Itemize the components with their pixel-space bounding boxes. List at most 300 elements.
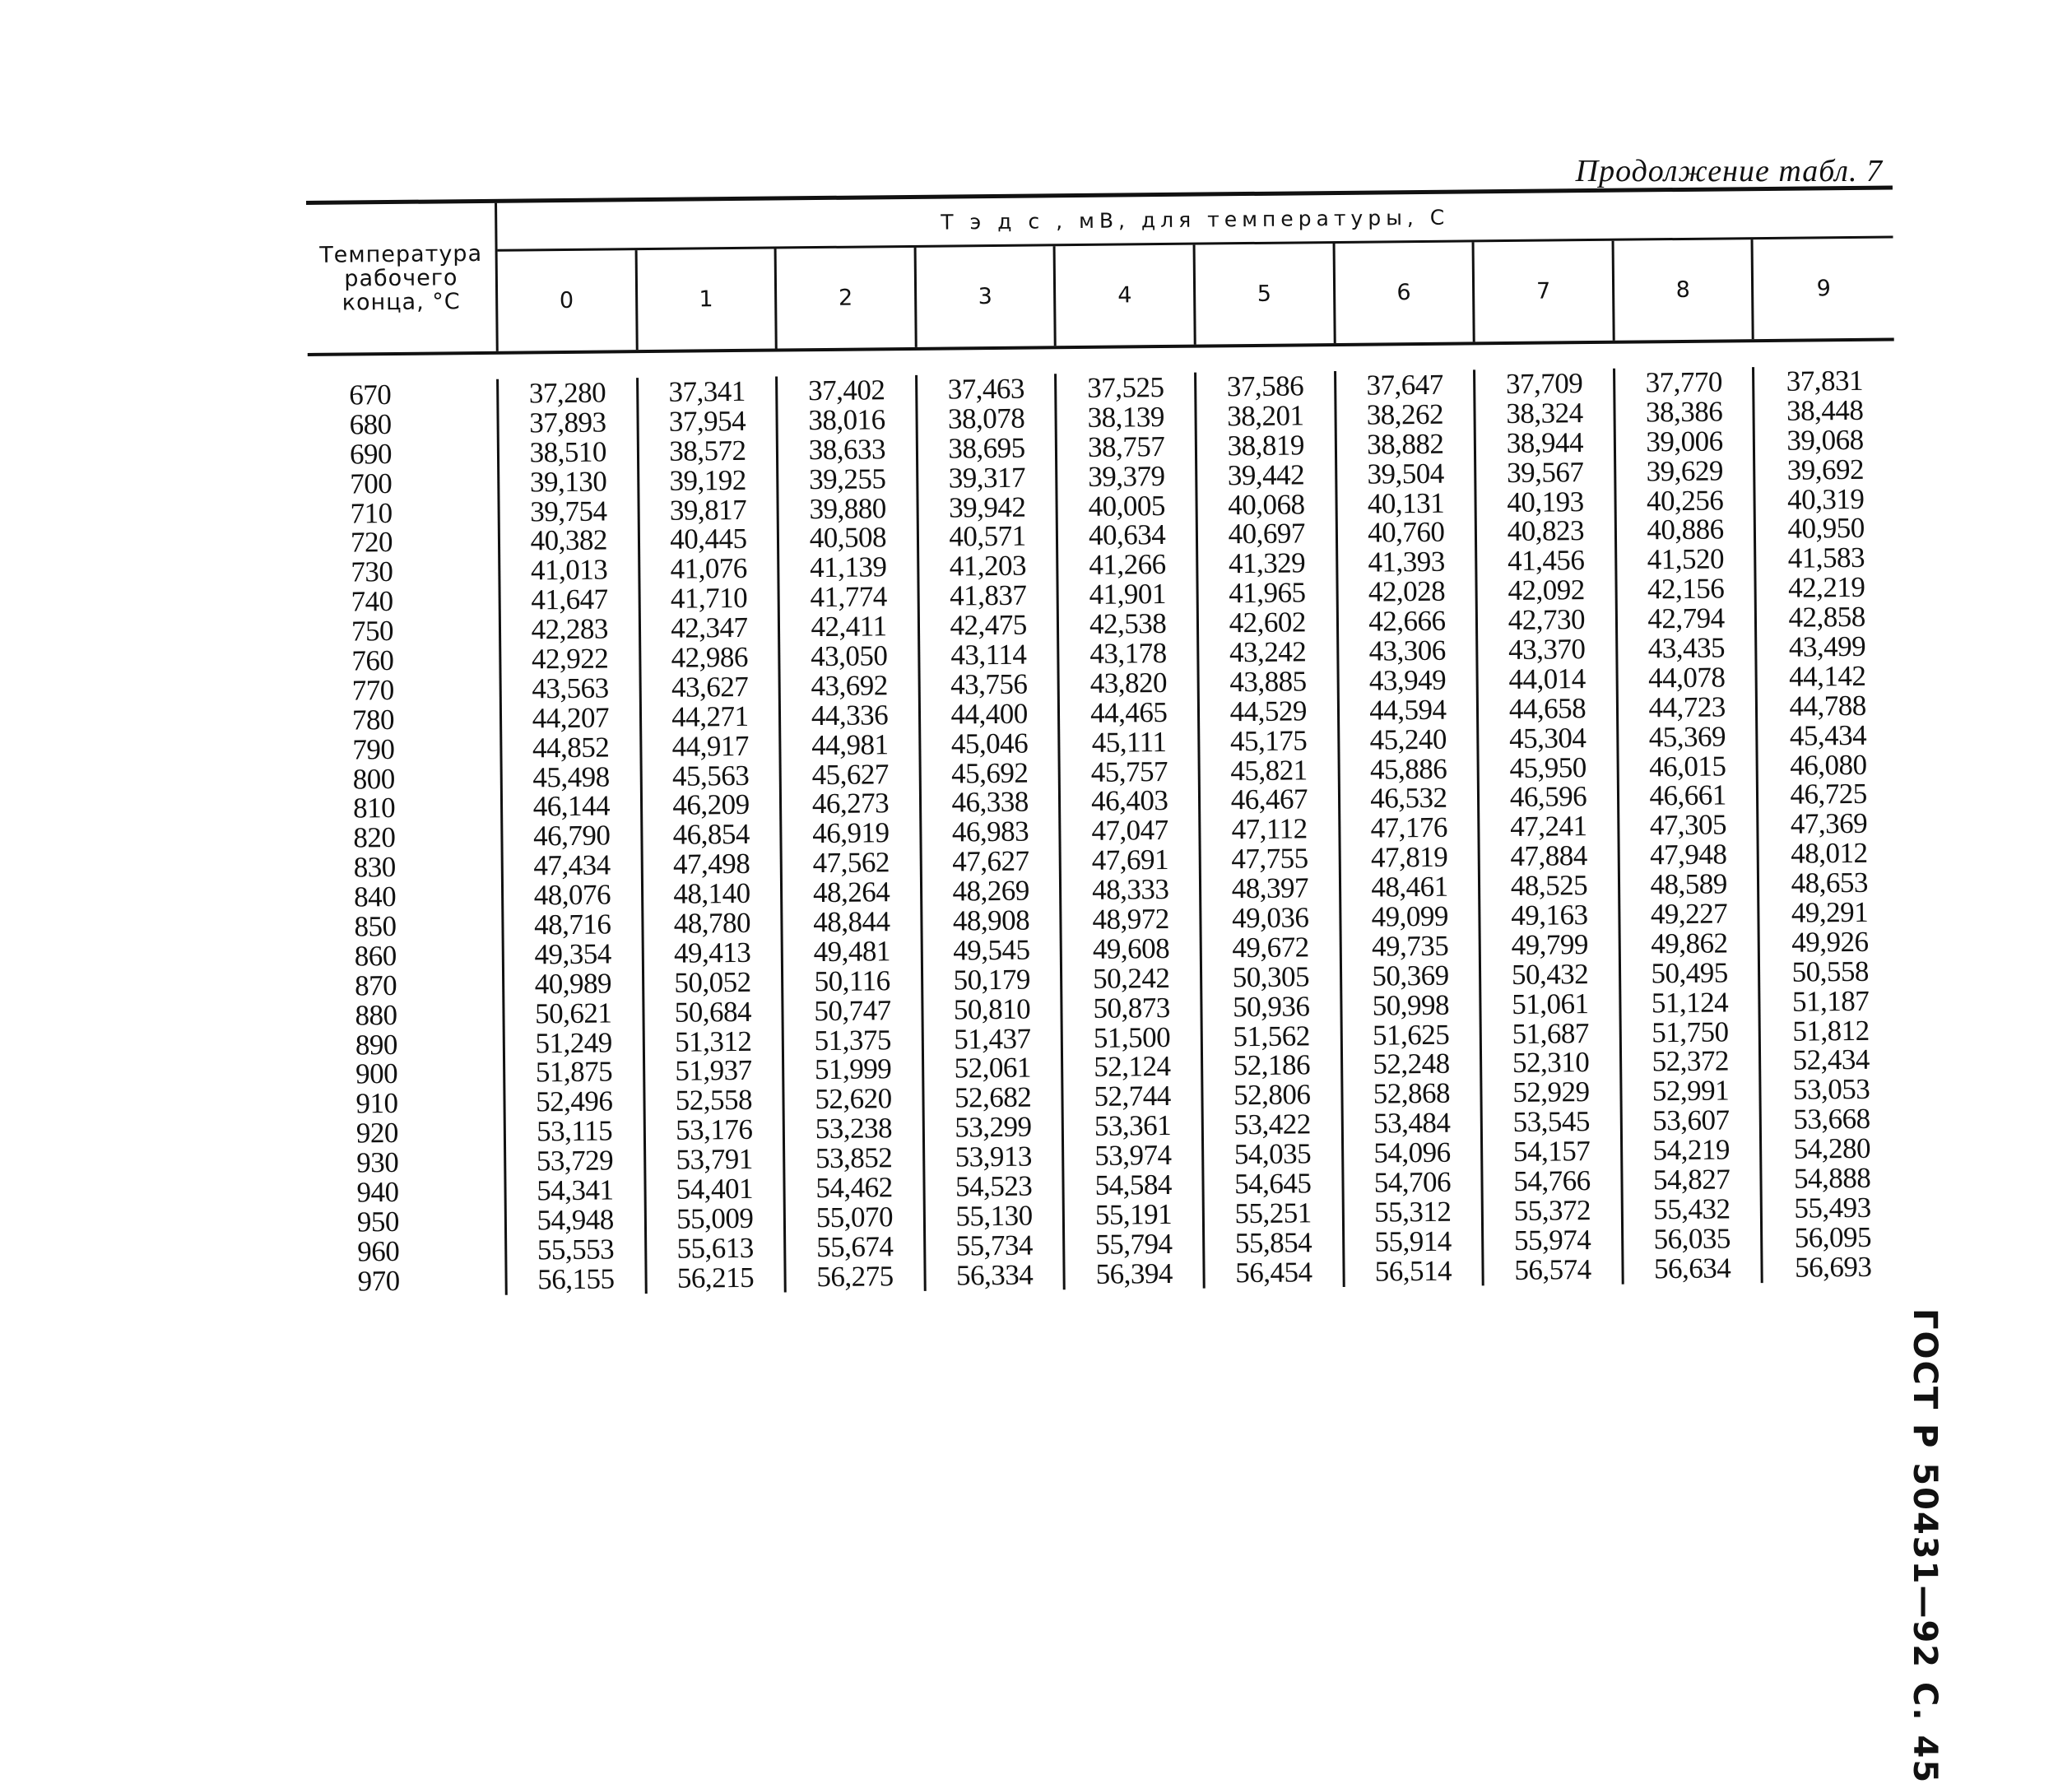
emf-value-cell: 40,445 xyxy=(670,523,747,556)
emf-value-cell: 38,695 xyxy=(948,431,1025,465)
emf-value-cell: 44,723 xyxy=(1648,690,1726,724)
emf-value-cell: 41,013 xyxy=(530,553,608,587)
digit-header-2: 2 xyxy=(777,248,918,349)
emf-value-cell: 50,305 xyxy=(1232,960,1310,994)
emf-value-cell: 52,496 xyxy=(536,1085,613,1118)
emf-value-cell: 44,852 xyxy=(532,731,610,764)
emf-value-cell: 52,744 xyxy=(1094,1080,1171,1113)
emf-value-cell: 50,369 xyxy=(1372,959,1449,992)
emf-value-cell: 52,372 xyxy=(1652,1044,1730,1078)
emf-column-3 xyxy=(918,374,1066,1290)
standard-page-label: ГОСТ Р 50431—92 С. 45 xyxy=(1906,1308,1944,1784)
emf-value-cell: 45,240 xyxy=(1369,722,1447,756)
emf-value-cell: 56,693 xyxy=(1794,1250,1872,1284)
emf-value-cell: 38,882 xyxy=(1366,427,1444,461)
emf-value-cell: 49,862 xyxy=(1651,927,1728,960)
emf-value-cell: 44,788 xyxy=(1789,689,1866,722)
digit-header-0: 0 xyxy=(498,250,639,351)
emf-value-cell: 41,965 xyxy=(1229,576,1306,610)
emf-value-cell: 55,312 xyxy=(1373,1195,1452,1229)
emf-value-cell: 39,006 xyxy=(1646,425,1723,458)
emf-value-cell: 47,819 xyxy=(1370,840,1448,874)
emf-value-cell: 53,361 xyxy=(1094,1109,1172,1143)
emf-value-cell: 48,269 xyxy=(952,874,1029,908)
emf-value-cell: 50,747 xyxy=(814,993,891,1027)
emf-value-cell: 46,532 xyxy=(1370,782,1447,815)
emf-value-cell: 42,028 xyxy=(1368,574,1446,608)
emf-value-cell: 43,949 xyxy=(1368,663,1447,697)
digit-header-8: 8 xyxy=(1614,239,1754,341)
emf-value-cell: 40,886 xyxy=(1647,513,1724,546)
emf-value-cell: 45,046 xyxy=(950,727,1029,760)
emf-value-cell: 44,336 xyxy=(811,699,889,732)
emf-value-cell: 37,647 xyxy=(1366,368,1443,402)
emf-value-cell: 55,914 xyxy=(1374,1224,1452,1258)
emf-value-cell: 42,156 xyxy=(1647,572,1725,606)
temperature-cell: 880 xyxy=(355,998,397,1032)
emf-value-cell: 37,709 xyxy=(1505,367,1583,401)
emf-values-grid xyxy=(499,365,1903,1294)
temperature-cell: 800 xyxy=(352,762,395,796)
emf-value-cell: 51,750 xyxy=(1652,1015,1729,1048)
emf-value-cell: 52,558 xyxy=(675,1084,753,1117)
emf-value-cell: 41,139 xyxy=(809,551,887,584)
emf-value-cell: 39,692 xyxy=(1786,453,1865,486)
emf-value-cell: 37,280 xyxy=(528,376,606,410)
emf-value-cell: 41,520 xyxy=(1647,542,1725,576)
emf-value-cell: 40,697 xyxy=(1228,517,1306,551)
emf-column-5 xyxy=(1196,371,1345,1288)
emf-value-cell: 52,868 xyxy=(1373,1077,1451,1110)
emf-value-cell: 50,242 xyxy=(1092,961,1170,995)
emf-value-cell: 39,068 xyxy=(1786,423,1864,457)
emf-value-cell: 44,529 xyxy=(1229,695,1308,728)
emf-column-8 xyxy=(1615,367,1763,1284)
temperature-cell: 950 xyxy=(356,1205,400,1238)
emf-value-cell: 54,341 xyxy=(537,1173,614,1207)
emf-value-cell: 42,602 xyxy=(1229,606,1307,639)
emf-value-cell: 48,264 xyxy=(812,876,890,909)
emf-value-cell: 48,589 xyxy=(1650,867,1727,901)
emf-header-group xyxy=(497,189,1894,351)
emf-value-cell: 56,035 xyxy=(1653,1222,1731,1256)
table-header xyxy=(306,189,1894,355)
emf-value-cell: 42,475 xyxy=(950,608,1027,642)
temperature-cell: 840 xyxy=(353,880,397,913)
emf-value-cell: 54,584 xyxy=(1094,1168,1173,1201)
temperature-cell: 850 xyxy=(354,910,397,943)
emf-value-cell: 37,586 xyxy=(1226,369,1304,403)
emf-value-cell: 40,760 xyxy=(1368,516,1445,550)
emf-value-cell: 54,219 xyxy=(1652,1133,1731,1167)
emf-value-cell: 49,481 xyxy=(813,935,891,969)
emf-value-cell: 53,852 xyxy=(815,1141,893,1175)
emf-value-cell: 55,974 xyxy=(1513,1223,1591,1257)
emf-value-cell: 48,844 xyxy=(813,905,890,939)
emf-value-cell: 47,498 xyxy=(672,848,750,881)
emf-value-cell: 45,692 xyxy=(950,756,1029,790)
emf-value-cell: 55,251 xyxy=(1234,1196,1312,1230)
temperature-cell: 750 xyxy=(351,615,394,648)
emf-value-cell: 42,347 xyxy=(671,611,748,644)
emf-value-cell: 52,682 xyxy=(954,1080,1032,1114)
emf-value-cell: 50,810 xyxy=(953,992,1031,1026)
temperature-cell: 810 xyxy=(352,792,396,825)
emf-value-cell: 38,633 xyxy=(808,433,886,466)
emf-value-cell: 54,888 xyxy=(1793,1161,1871,1195)
emf-column-2 xyxy=(778,375,926,1292)
emf-value-cell: 45,369 xyxy=(1648,720,1726,754)
emf-value-cell: 42,986 xyxy=(671,640,749,674)
emf-value-cell: 55,734 xyxy=(955,1229,1034,1262)
emf-value-cell: 50,179 xyxy=(953,963,1031,997)
emf-value-cell: 42,219 xyxy=(1787,571,1865,604)
emf-value-cell: 51,500 xyxy=(1093,1020,1171,1054)
emf-value-cell: 45,821 xyxy=(1230,753,1308,787)
emf-value-cell: 43,306 xyxy=(1368,634,1447,667)
emf-value-cell: 47,691 xyxy=(1091,843,1169,877)
emf-value-cell: 40,634 xyxy=(1088,518,1166,552)
emf-value-cell: 52,929 xyxy=(1512,1076,1590,1109)
emf-value-cell: 46,983 xyxy=(951,815,1029,848)
emf-value-cell: 43,242 xyxy=(1229,635,1307,669)
emf-value-cell: 53,545 xyxy=(1512,1105,1591,1139)
temperature-cell: 910 xyxy=(355,1087,398,1120)
emf-value-cell: 43,178 xyxy=(1089,637,1167,670)
emf-value-cell: 39,317 xyxy=(948,461,1026,495)
emf-value-cell: 55,130 xyxy=(955,1199,1033,1233)
emf-value-cell: 49,354 xyxy=(534,937,611,971)
emf-value-cell: 52,310 xyxy=(1512,1046,1590,1080)
temperature-cell: 900 xyxy=(355,1057,398,1090)
emf-value-cell: 47,434 xyxy=(533,848,611,882)
emf-value-cell: 47,627 xyxy=(952,844,1029,878)
emf-value-cell: 51,625 xyxy=(1372,1018,1450,1052)
emf-value-cell: 50,495 xyxy=(1651,956,1728,990)
emf-value-cell: 45,111 xyxy=(1091,725,1167,759)
emf-value-cell: 51,937 xyxy=(675,1054,752,1088)
emf-value-cell: 48,397 xyxy=(1231,871,1309,905)
emf-value-cell: 37,525 xyxy=(1087,371,1164,404)
emf-value-cell: 48,012 xyxy=(1791,837,1868,870)
emf-value-cell: 48,972 xyxy=(1092,903,1169,936)
emf-value-cell: 42,858 xyxy=(1788,600,1865,634)
emf-value-cell: 44,917 xyxy=(671,729,750,763)
emf-value-cell: 51,812 xyxy=(1792,1014,1870,1048)
emf-value-cell: 46,661 xyxy=(1649,778,1726,812)
emf-value-cell: 55,493 xyxy=(1794,1191,1871,1224)
temperature-cell: 700 xyxy=(350,467,393,500)
emf-value-cell: 38,510 xyxy=(529,435,607,469)
emf-value-cell: 50,621 xyxy=(534,997,612,1030)
emf-value-cell: 48,140 xyxy=(673,877,750,910)
emf-value-cell: 41,329 xyxy=(1228,546,1306,580)
emf-value-cell: 43,885 xyxy=(1229,665,1307,699)
emf-value-cell: 38,819 xyxy=(1227,429,1305,462)
emf-value-cell: 50,873 xyxy=(1093,991,1170,1024)
emf-value-cell: 47,948 xyxy=(1649,838,1727,871)
digit-header-row xyxy=(498,238,1894,351)
emf-value-cell: 46,144 xyxy=(532,789,611,823)
emf-value-cell: 40,193 xyxy=(1507,485,1584,518)
emf-value-cell: 51,061 xyxy=(1512,987,1589,1020)
temperature-cell: 870 xyxy=(354,969,397,1002)
emf-value-cell: 46,596 xyxy=(1509,780,1587,814)
emf-value-cell: 49,227 xyxy=(1650,897,1728,931)
emf-value-cell: 47,241 xyxy=(1510,810,1587,843)
emf-value-cell: 54,706 xyxy=(1373,1165,1452,1199)
emf-value-cell: 49,036 xyxy=(1231,901,1309,935)
emf-value-cell: 37,893 xyxy=(529,406,606,439)
emf-value-cell: 47,755 xyxy=(1231,842,1308,876)
emf-value-cell: 50,116 xyxy=(814,964,890,997)
emf-value-cell: 56,155 xyxy=(537,1262,615,1296)
emf-value-cell: 38,944 xyxy=(1506,425,1584,459)
temperature-cell: 770 xyxy=(351,673,394,707)
temperature-column xyxy=(308,379,508,1297)
emf-value-cell: 43,627 xyxy=(671,670,749,704)
emf-value-cell: 55,674 xyxy=(815,1230,894,1263)
emf-value-cell: 46,209 xyxy=(672,788,750,822)
temperature-cell: 960 xyxy=(357,1234,400,1268)
emf-value-cell: 40,571 xyxy=(949,520,1026,553)
emf-value-cell: 51,437 xyxy=(954,1022,1031,1056)
emf-value-cell: 53,115 xyxy=(536,1114,613,1148)
emf-value-cell: 44,271 xyxy=(671,699,749,733)
emf-value-cell: 47,562 xyxy=(812,846,890,880)
emf-value-cell: 56,454 xyxy=(1235,1256,1312,1289)
emf-value-cell: 47,369 xyxy=(1790,807,1868,841)
emf-value-cell: 41,203 xyxy=(949,549,1027,583)
digit-header-1: 1 xyxy=(637,249,778,351)
table-caption: Продолжение табл. 7 xyxy=(1575,154,1883,188)
emf-value-cell: 39,629 xyxy=(1646,454,1724,488)
temperature-cell: 740 xyxy=(351,585,393,618)
emf-value-cell: 51,687 xyxy=(1512,1016,1590,1050)
emf-column-0 xyxy=(499,378,647,1294)
emf-value-cell: 39,880 xyxy=(809,491,886,525)
emf-column-1 xyxy=(639,374,787,1294)
emf-value-cell: 56,095 xyxy=(1794,1220,1872,1254)
emf-value-cell: 55,372 xyxy=(1513,1194,1591,1227)
emf-value-cell: 53,729 xyxy=(536,1144,614,1178)
emf-value-cell: 56,574 xyxy=(1514,1252,1591,1286)
emf-value-cell: 55,070 xyxy=(815,1201,894,1234)
emf-value-cell: 44,981 xyxy=(811,727,889,761)
emf-value-cell: 47,047 xyxy=(1091,814,1168,848)
emf-value-cell: 52,620 xyxy=(815,1082,892,1116)
emf-value-cell: 56,394 xyxy=(1095,1257,1173,1290)
emf-value-cell: 56,514 xyxy=(1374,1254,1452,1288)
emf-value-cell: 54,035 xyxy=(1233,1137,1312,1171)
emf-value-cell: 41,393 xyxy=(1368,546,1445,578)
emf-value-cell: 56,275 xyxy=(816,1259,894,1293)
emf-value-cell: 49,291 xyxy=(1791,895,1869,929)
emf-value-cell: 39,130 xyxy=(529,465,607,499)
emf-value-cell: 44,465 xyxy=(1089,695,1168,729)
emf-value-cell: 40,508 xyxy=(809,521,887,555)
emf-value-cell: 51,375 xyxy=(814,1023,892,1057)
emf-value-cell: 51,124 xyxy=(1651,986,1729,1020)
emf-value-cell: 53,422 xyxy=(1233,1108,1311,1141)
emf-value-cell: 39,817 xyxy=(669,493,747,527)
emf-value-cell: 45,175 xyxy=(1229,724,1308,757)
emf-value-cell: 48,076 xyxy=(533,878,611,912)
temperature-cell: 940 xyxy=(356,1176,399,1209)
emf-value-cell: 40,319 xyxy=(1786,482,1865,516)
emf-value-cell: 50,052 xyxy=(674,965,751,999)
emf-value-cell: 39,442 xyxy=(1227,458,1305,491)
emf-value-cell: 37,954 xyxy=(668,404,746,438)
emf-value-cell: 44,014 xyxy=(1508,662,1586,695)
emf-value-cell: 53,791 xyxy=(676,1143,753,1176)
digit-header-9: 9 xyxy=(1816,276,1832,302)
emf-value-cell: 40,256 xyxy=(1646,484,1724,517)
emf-value-cell: 51,562 xyxy=(1233,1019,1310,1052)
emf-value-cell: 52,124 xyxy=(1094,1050,1171,1084)
emf-value-cell: 41,710 xyxy=(670,582,748,616)
emf-value-cell: 40,950 xyxy=(1787,512,1865,546)
temperature-cell: 670 xyxy=(349,379,392,411)
emf-value-cell: 40,068 xyxy=(1228,487,1305,521)
emf-value-cell: 42,730 xyxy=(1508,603,1586,637)
temperature-cell: 780 xyxy=(351,703,395,736)
emf-value-cell: 47,112 xyxy=(1231,812,1308,846)
emf-column-6 xyxy=(1336,369,1484,1286)
emf-value-cell: 46,467 xyxy=(1230,783,1308,816)
emf-value-cell: 56,634 xyxy=(1653,1252,1731,1285)
emf-value-cell: 50,998 xyxy=(1372,988,1450,1022)
emf-value-cell: 48,908 xyxy=(952,904,1030,937)
emf-value-cell: 46,854 xyxy=(672,818,750,852)
emf-value-cell: 42,283 xyxy=(531,612,609,646)
emf-value-cell: 49,926 xyxy=(1791,925,1869,959)
emf-value-cell: 41,583 xyxy=(1787,541,1865,575)
emf-value-cell: 49,413 xyxy=(673,936,751,969)
temperature-cell: 690 xyxy=(349,437,393,471)
temperature-cell: 890 xyxy=(355,1028,398,1062)
emf-value-cell: 44,594 xyxy=(1369,693,1447,727)
emf-value-cell: 42,922 xyxy=(531,642,609,676)
temperature-cell: 680 xyxy=(349,407,392,441)
emf-value-cell: 42,794 xyxy=(1647,602,1725,635)
emf-value-cell: 40,382 xyxy=(530,523,608,557)
emf-value-cell: 55,432 xyxy=(1653,1192,1731,1226)
emf-value-cell: 38,078 xyxy=(947,402,1025,435)
emf-group-title: Т э д с , мВ, для температуры, С xyxy=(497,189,1893,251)
emf-value-cell: 39,942 xyxy=(948,490,1026,524)
emf-value-cell: 43,692 xyxy=(811,669,888,703)
thermocouple-table xyxy=(306,185,1903,1308)
emf-value-cell: 38,757 xyxy=(1087,430,1165,463)
emf-value-cell: 39,379 xyxy=(1088,459,1165,493)
emf-value-cell: 38,448 xyxy=(1786,393,1864,427)
emf-column-7 xyxy=(1475,369,1624,1285)
emf-value-cell: 55,009 xyxy=(676,1201,754,1235)
emf-value-cell: 41,901 xyxy=(1089,578,1167,611)
emf-value-cell: 54,280 xyxy=(1793,1131,1871,1165)
emf-value-cell: 50,558 xyxy=(1791,955,1870,988)
temperature-cell: 720 xyxy=(350,526,393,559)
table-body xyxy=(308,341,1903,1308)
emf-value-cell: 52,991 xyxy=(1652,1074,1730,1108)
emf-value-cell: 44,400 xyxy=(950,697,1028,731)
emf-value-cell: 43,370 xyxy=(1508,633,1586,667)
emf-value-cell: 46,725 xyxy=(1790,778,1868,811)
emf-value-cell: 51,999 xyxy=(814,1052,892,1086)
emf-value-cell: 38,201 xyxy=(1227,399,1304,433)
emf-value-cell: 41,456 xyxy=(1507,544,1585,578)
emf-value-cell: 45,757 xyxy=(1090,755,1168,788)
temperature-cell: 710 xyxy=(350,496,393,530)
emf-value-cell: 55,553 xyxy=(537,1233,615,1266)
emf-value-cell: 50,936 xyxy=(1232,990,1310,1023)
emf-value-cell: 46,338 xyxy=(951,786,1029,819)
emf-value-cell: 41,774 xyxy=(810,580,887,614)
emf-value-cell: 52,248 xyxy=(1373,1048,1450,1081)
emf-value-cell: 54,462 xyxy=(815,1171,893,1205)
emf-value-cell: 54,766 xyxy=(1513,1164,1591,1198)
emf-value-cell: 38,324 xyxy=(1506,397,1583,430)
emf-value-cell: 53,484 xyxy=(1373,1106,1451,1140)
emf-value-cell: 49,545 xyxy=(953,933,1030,967)
emf-value-cell: 45,498 xyxy=(532,760,610,793)
emf-value-cell: 54,401 xyxy=(676,1172,754,1206)
emf-value-cell: 37,831 xyxy=(1786,364,1864,397)
temperature-cell: 930 xyxy=(356,1146,399,1179)
emf-value-cell: 51,875 xyxy=(535,1055,613,1089)
emf-value-cell: 46,015 xyxy=(1648,750,1726,783)
emf-value-cell: 49,163 xyxy=(1511,899,1588,932)
emf-value-cell: 55,191 xyxy=(1094,1197,1173,1231)
temperature-cell: 860 xyxy=(354,939,397,973)
emf-value-cell: 39,192 xyxy=(669,463,746,497)
emf-value-cell: 52,061 xyxy=(954,1052,1032,1085)
emf-value-cell: 39,754 xyxy=(530,495,607,527)
digit-header-4: 4 xyxy=(1056,245,1196,346)
emf-value-cell: 43,499 xyxy=(1788,630,1866,663)
emf-column-4 xyxy=(1057,373,1205,1289)
emf-value-cell: 45,563 xyxy=(671,759,750,792)
emf-value-cell: 40,823 xyxy=(1507,514,1585,548)
temperature-cell: 920 xyxy=(355,1117,399,1150)
emf-value-cell: 53,913 xyxy=(955,1140,1033,1173)
emf-value-cell: 53,299 xyxy=(955,1110,1032,1144)
emf-value-cell: 43,756 xyxy=(950,667,1028,701)
emf-value-cell: 38,386 xyxy=(1645,395,1723,429)
emf-value-cell: 49,799 xyxy=(1511,928,1589,961)
emf-value-cell: 43,820 xyxy=(1089,666,1168,699)
emf-value-cell: 53,176 xyxy=(675,1113,753,1147)
emf-value-cell: 50,432 xyxy=(1511,957,1589,991)
emf-value-cell: 49,099 xyxy=(1371,899,1449,933)
emf-value-cell: 46,919 xyxy=(812,816,890,850)
emf-value-cell: 52,806 xyxy=(1233,1078,1311,1112)
emf-value-cell: 44,078 xyxy=(1647,661,1726,695)
emf-value-cell: 39,255 xyxy=(808,462,886,495)
emf-value-cell: 47,884 xyxy=(1510,839,1588,873)
emf-value-cell: 40,989 xyxy=(534,967,612,1001)
digit-header-5: 5 xyxy=(1196,244,1336,345)
emf-value-cell: 41,837 xyxy=(949,578,1027,612)
emf-column-9 xyxy=(1754,365,1902,1282)
emf-value-cell: 55,854 xyxy=(1234,1226,1312,1260)
emf-value-cell: 38,016 xyxy=(808,403,885,437)
emf-value-cell: 38,262 xyxy=(1366,397,1444,431)
emf-value-cell: 52,186 xyxy=(1233,1048,1311,1082)
digit-header-7: 7 xyxy=(1475,241,1615,342)
emf-value-cell: 51,249 xyxy=(535,1026,612,1059)
